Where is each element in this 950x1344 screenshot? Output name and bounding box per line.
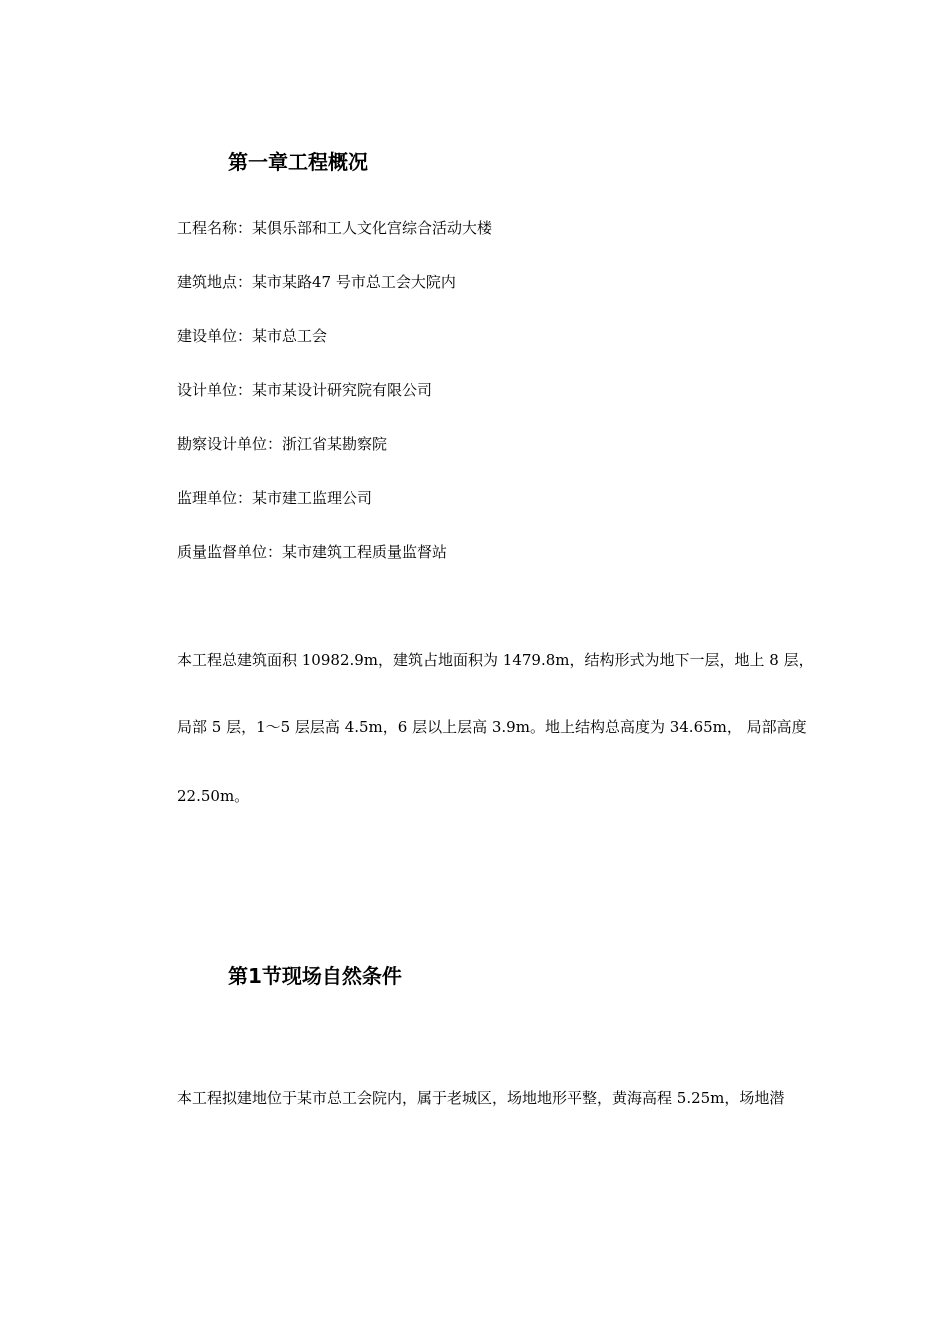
chapter-title: 第一章工程概况 <box>228 150 368 174</box>
design-unit: 设计单位：某市某设计研究院有限公司 <box>177 381 433 399</box>
overview-line-3: 22.50m。 <box>177 787 250 805</box>
building-location: 建筑地点：某市某路47 号市总工会大院内 <box>177 273 456 291</box>
section-title: 第1节现场自然条件 <box>228 964 402 988</box>
project-name: 工程名称：某俱乐部和工人文化宫综合活动大楼 <box>177 219 493 237</box>
supervision-unit: 监理单位：某市建工监理公司 <box>177 489 373 507</box>
survey-design-unit: 勘察设计单位：浙江省某勘察院 <box>177 435 388 453</box>
site-conditions-line: 本工程拟建地位于某市总工会院内，属于老城区，场地地形平整，黄海高程 5.25m，场地潜 <box>177 1089 785 1107</box>
overview-line-2: 局部 5 层，1～5 层层高 4.5m，6 层以上层高 3.9m。地上结构总高度为 34.65m， 局部高度 <box>177 718 807 736</box>
construction-unit: 建设单位：某市总工会 <box>177 327 328 345</box>
quality-supervision-unit: 质量监督单位：某市建筑工程质量监督站 <box>177 543 448 561</box>
overview-line-1: 本工程总建筑面积 10982.9m，建筑占地面积为 1479.8m，结构形式为地下一层，地上 8 层， <box>177 651 814 669</box>
